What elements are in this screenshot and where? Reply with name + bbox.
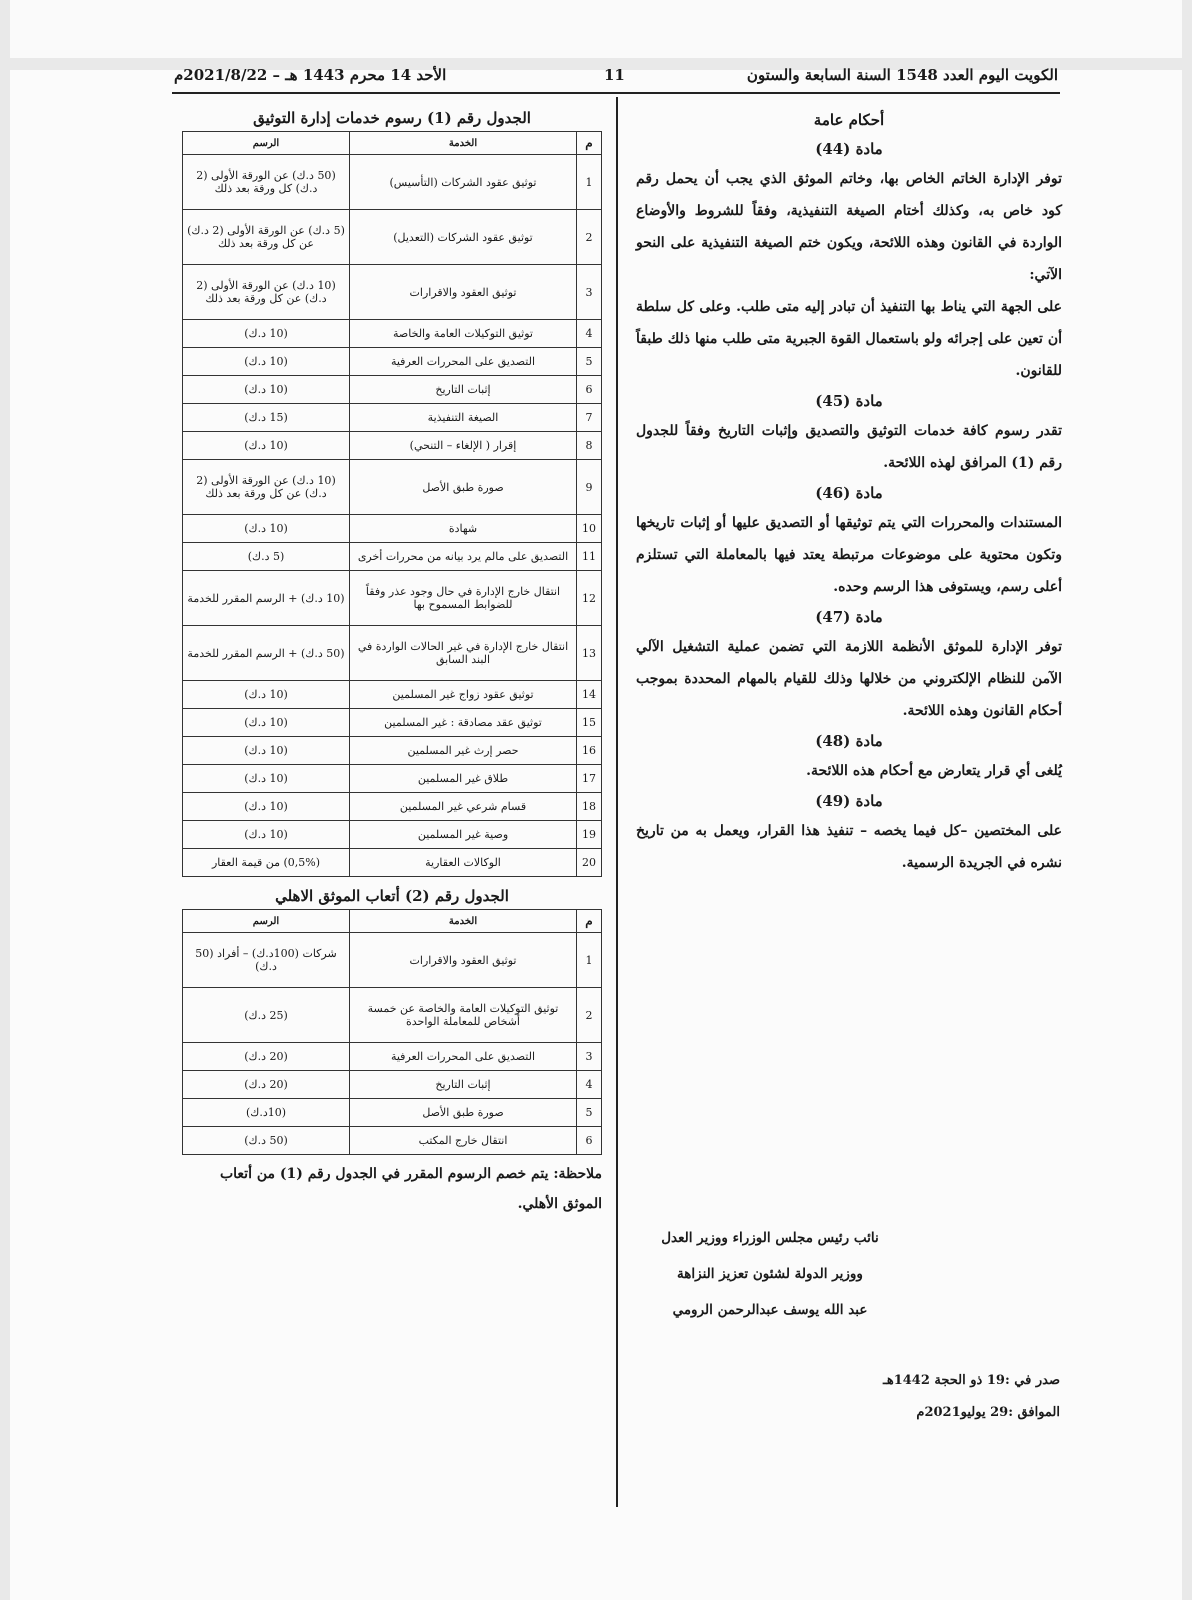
row-service: إثبات التاريخ [350,1071,577,1099]
row-number: 7 [577,404,602,432]
header-page-number: 11 [604,66,625,84]
issued-hijri: صدر في :19 ذو الحجة 1442هـ [883,1373,1060,1388]
table-row [183,1071,602,1099]
row-service: طلاق غير المسلمين [350,765,577,793]
page-header [172,62,1060,94]
row-number: 4 [577,320,602,348]
article-text: المستندات والمحررات التي يتم توثيقها أو التصديق عليها أو إثبات تاريخها وتكون محتوية على موضوعات مرتبطة يعتد فيها بالمعاملة التي تستلزم أعلى رسم، ويستوفى هذا الرسم وحده. [636,515,1062,595]
signature-block [655,1220,885,1328]
table2-body [183,933,602,1155]
row-fee: (10 د.ك) [183,793,350,821]
article-heading: مادة (48) [815,732,883,750]
table-row [183,849,602,877]
article-text: على المختصين –كل فيما يخصه – تنفيذ هذا القرار، ويعمل به من تاريخ نشره في الجريدة الرسمية. [636,823,1062,871]
row-service: التصديق على المحررات العرفية [350,348,577,376]
previous-page-strip [10,0,1182,58]
article-heading: مادة (44) [815,140,883,158]
row-fee: (50 د.ك) [183,1127,350,1155]
header-service: الخدمة [350,910,577,933]
row-fee: (0,5%) من قيمة العقار [183,849,350,877]
row-number: 5 [577,348,602,376]
issue-date-block [880,1365,1060,1429]
article-heading: مادة (49) [815,792,883,810]
row-service: الصيغة التنفيذية [350,404,577,432]
table-row [183,1127,602,1155]
row-number: 14 [577,681,602,709]
header-number: م [577,910,602,933]
table-row [183,515,602,543]
row-service: انتقال خارج الإدارة في حال وجود عذر وفقاً للضوابط المسموح بها [350,571,577,626]
issued-gregorian: الموافق :29 يوليو2021م [916,1405,1060,1420]
table-row [183,571,602,626]
table-row [183,988,602,1043]
table2-title: الجدول رقم (2) أتعاب الموثق الاهلي [275,887,509,905]
row-fee: (10 د.ك) [183,765,350,793]
table-row [183,793,602,821]
row-service: توثيق عقود زواج غير المسلمين [350,681,577,709]
signature-line: نائب رئيس مجلس الوزراء ووزير العدل [661,1230,879,1246]
row-service: وصية غير المسلمين [350,821,577,849]
row-number: 8 [577,432,602,460]
table-row [183,933,602,988]
row-fee: شركات (100د.ك) – أفراد (50 د.ك) [183,933,350,988]
table-row [183,765,602,793]
row-service: انتقال خارج الإدارة في غير الحالات الواردة في البند السابق [350,626,577,681]
table-row [183,1043,602,1071]
row-service: صورة طبق الأصل [350,1099,577,1127]
row-number: 6 [577,1127,602,1155]
row-fee: (10 د.ك) عن الورقة الأولى (2 د.ك) عن كل ورقة بعد ذلك [183,265,350,320]
table-row [183,376,602,404]
row-number: 18 [577,793,602,821]
row-fee: (10 د.ك) [183,821,350,849]
article-text: يُلغى أي قرار يتعارض مع أحكام هذه اللائحة. [806,763,1062,779]
row-service: التصديق على المحررات العرفية [350,1043,577,1071]
row-service: حصر إرث غير المسلمين [350,737,577,765]
signature-name: عبد الله يوسف عبدالرحمن الرومي [672,1302,868,1318]
row-fee: (10 د.ك) + الرسم المقرر للخدمة [183,571,350,626]
header-fee: الرسم [183,132,350,155]
article-text: توفر الإدارة للموثق الأنظمة اللازمة التي تضمن عملية التشغيل الآلي الآمن للنظام الإلكتروني من خلالها وذلك للقيام بالمهام المحددة بموجب أحكام القانون وهذه اللائحة. [636,639,1062,719]
table-row [183,432,602,460]
row-fee: (25 د.ك) [183,988,350,1043]
header-fee: الرسم [183,910,350,933]
row-fee: (10 د.ك) [183,376,350,404]
article-heading: مادة (47) [815,608,883,626]
row-service: إقرار ( الإلغاء – التنحي) [350,432,577,460]
header-number: م [577,132,602,155]
table-header-row [183,132,602,155]
row-service: التصديق على مالم يرد بيانه من محررات أخرى [350,543,577,571]
article-heading: مادة (46) [815,484,883,502]
row-number: 15 [577,709,602,737]
row-service: الوكالات العقارية [350,849,577,877]
row-number: 17 [577,765,602,793]
row-number: 16 [577,737,602,765]
row-service: توثيق عقد مصادقة : غير المسلمين [350,709,577,737]
row-fee: (10 د.ك) [183,737,350,765]
row-service: صورة طبق الأصل [350,460,577,515]
table-row [183,681,602,709]
table1-title: الجدول رقم (1) رسوم خدمات إدارة التوثيق [253,109,531,127]
table-header-row [183,910,602,933]
row-fee: (10 د.ك) عن الورقة الأولى (2 د.ك) عن كل ورقة بعد ذلك [183,460,350,515]
article-text: توفر الإدارة الخاتم الخاص بها، وخاتم الموثق الذي يجب أن يحمل رقم كود خاص به، وكذلك أختام الصيغة التنفيذية، وفقاً للشروط والأوضاع الواردة في القانون وهذه اللائحة، ويكون ختم الصيغة التنفيذية على النحو الآتي: [636,171,1062,283]
table-row [183,737,602,765]
row-service: توثيق عقود الشركات (التعديل) [350,210,577,265]
row-service: توثيق العقود والاقرارات [350,933,577,988]
table-row [183,210,602,265]
row-number: 1 [577,155,602,210]
column-divider [616,97,618,1507]
articles-column [636,105,1062,879]
row-number: 9 [577,460,602,515]
row-number: 4 [577,1071,602,1099]
row-fee: (10د.ك) [183,1099,350,1127]
row-fee: (20 د.ك) [183,1043,350,1071]
row-number: 10 [577,515,602,543]
article-text-continued: على الجهة التي يناط بها التنفيذ أن تبادر إليه متى طلب. وعلى كل سلطة أن تعين على إجرائه ولو باستعمال القوة الجبرية متى طلب منها ذلك طبقاً للقانون. [636,299,1062,379]
row-service: إثبات التاريخ [350,376,577,404]
fees-table-1 [182,131,602,877]
table-row [183,320,602,348]
row-service: قسام شرعي غير المسلمين [350,793,577,821]
row-service: توثيق عقود الشركات (التأسيس) [350,155,577,210]
table-row [183,709,602,737]
table-row [183,821,602,849]
table-row [183,404,602,432]
row-number: 2 [577,988,602,1043]
row-fee: (10 د.ك) [183,348,350,376]
footnote: ملاحظة: يتم خصم الرسوم المقرر في الجدول رقم (1) من أتعاب الموثق الأهلي. [219,1166,602,1212]
row-number: 1 [577,933,602,988]
table-row [183,460,602,515]
row-number: 3 [577,265,602,320]
row-number: 20 [577,849,602,877]
row-fee: (10 د.ك) [183,432,350,460]
row-fee: (5 د.ك) عن الورقة الأولى (2 د.ك) عن كل ورقة بعد ذلك [183,210,350,265]
table-row [183,155,602,210]
tables-column [182,105,602,1219]
row-fee: (20 د.ك) [183,1071,350,1099]
row-number: 12 [577,571,602,626]
header-service: الخدمة [350,132,577,155]
row-fee: (5 د.ك) [183,543,350,571]
table-row [183,265,602,320]
article-text: تقدر رسوم كافة خدمات التوثيق والتصديق وإثبات التاريخ وفقاً للجدول رقم (1) المرافق لهذه اللائحة. [636,423,1062,471]
row-service: توثيق العقود والاقرارات [350,265,577,320]
article-heading: مادة (45) [815,392,883,410]
header-date: الأحد 14 محرم 1443 هـ – 2021/8/22م [174,66,447,84]
row-number: 13 [577,626,602,681]
row-number: 11 [577,543,602,571]
row-service: شهادة [350,515,577,543]
header-issue-info: الكويت اليوم العدد 1548 السنة السابعة والستون [746,66,1058,84]
row-number: 5 [577,1099,602,1127]
row-fee: (50 د.ك) + الرسم المقرر للخدمة [183,626,350,681]
row-fee: (15 د.ك) [183,404,350,432]
row-fee: (10 د.ك) [183,515,350,543]
table-row [183,543,602,571]
row-number: 19 [577,821,602,849]
fees-table-2 [182,909,602,1155]
row-fee: (10 د.ك) [183,320,350,348]
row-service: توثيق التوكيلات العامة والخاصة عن خمسة أشخاص للمعاملة الواحدة [350,988,577,1043]
row-fee: (50 د.ك) عن الورقة الأولى (2 د.ك) كل ورقة بعد ذلك [183,155,350,210]
row-fee: (10 د.ك) [183,709,350,737]
row-number: 3 [577,1043,602,1071]
signature-line: ووزير الدولة لشئون تعزيز النزاهة [677,1266,863,1282]
table-row [183,626,602,681]
row-number: 2 [577,210,602,265]
table-row [183,1099,602,1127]
row-fee: (10 د.ك) [183,681,350,709]
row-service: توثيق التوكيلات العامة والخاصة [350,320,577,348]
row-number: 6 [577,376,602,404]
section-title: أحكام عامة [813,111,885,129]
table-row [183,348,602,376]
table1-body [183,155,602,877]
row-service: انتقال خارج المكتب [350,1127,577,1155]
